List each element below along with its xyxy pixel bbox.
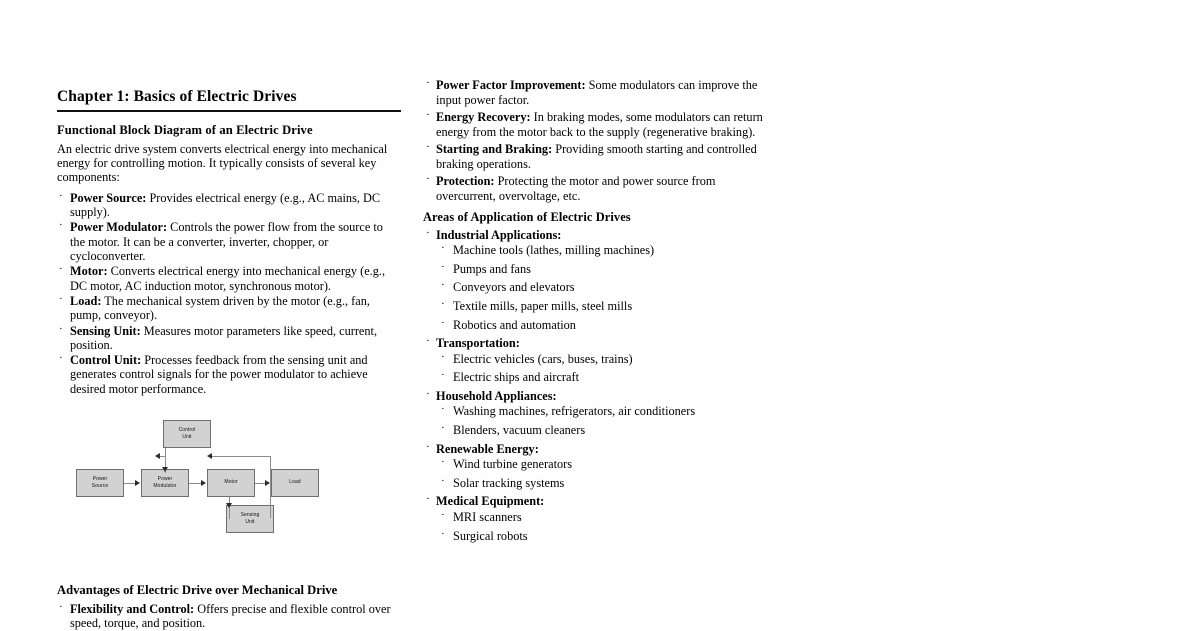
sub-list [436, 243, 763, 332]
sub-list-item-label: Machine tools (lathes, milling machines) [453, 243, 655, 257]
list-item [423, 494, 763, 543]
list-item-term: Protection: [436, 174, 495, 188]
list-item-description: Controls the power flow from the source to the motor. It can be a converter, inverter, chopper, or cycloconverter. [70, 220, 383, 263]
left-column [57, 88, 401, 397]
list-item-term: Power Source: [70, 190, 147, 205]
list-item-description: Processes feedback from the sensing unit and generates control signals for the power modulator to achieve desired motor performance. [70, 353, 368, 396]
bullet-icon: · [426, 387, 430, 400]
bullet-icon: · [426, 440, 430, 453]
arrowhead-feedback-into-control-left [155, 453, 160, 459]
intro-paragraph: An electric drive system converts electrical energy into mechanical energy for controlling motion. It typically consists of several key components: [57, 141, 388, 185]
diagram-block-motor [207, 469, 255, 497]
bullet-icon: · [441, 242, 445, 254]
bullet-icon: · [441, 456, 445, 469]
bullet-icon: · [441, 279, 445, 292]
list-item-term: Medical Equipment: [436, 494, 545, 509]
list-item [423, 228, 763, 333]
list-item-term: Control Unit: [70, 353, 142, 368]
sub-list-item-label: Washing machines, refrigerators, air conditioners [453, 404, 696, 419]
list-item-term: Motor: [70, 264, 108, 279]
sub-list-item-label: Textile mills, paper mills, steel mills [453, 298, 633, 313]
sub-list-item [436, 404, 763, 419]
bullet-icon: · [426, 109, 430, 121]
list-item [423, 110, 763, 139]
bullet-icon: · [59, 219, 63, 232]
sub-list-item-label: Electric ships and aircraft [453, 370, 579, 385]
bullet-icon: · [441, 297, 445, 310]
sub-list-item [436, 423, 763, 438]
sub-list-item [436, 529, 763, 544]
list-item [57, 191, 401, 220]
diagram-block-label: Control Unit [178, 426, 196, 440]
section-heading-advantages: Advantages of Electric Drive over Mechanical Drive [57, 583, 338, 597]
bullet-icon: · [441, 422, 445, 434]
list-item-description: In braking modes, some modulators can return energy from the motor back to the supply (regenerative braking). [436, 110, 763, 139]
bullet-icon: · [426, 335, 430, 348]
arrowhead-feedback-into-control-right [207, 453, 212, 459]
list-item [57, 602, 401, 631]
sub-list-item-label: Wind turbine generators [453, 457, 573, 472]
list-item [423, 78, 763, 107]
list-item-description: Providing smooth starting and controlled braking operations. [436, 142, 757, 171]
sub-list-item-label: Blenders, vacuum cleaners [453, 423, 586, 437]
list-item [423, 336, 763, 385]
list-item [57, 353, 401, 396]
sub-list-item [436, 318, 763, 333]
list-item-term: Power Modulator: [70, 220, 168, 235]
bullet-icon: · [441, 369, 445, 382]
list-item-term: Renewable Energy: [436, 441, 539, 456]
list-item-description: Protecting the motor and power source from overcurrent, overvoltage, etc. [436, 174, 716, 203]
link-motor-to-sensing [229, 497, 230, 519]
list-item-term: Starting and Braking: [436, 142, 553, 156]
sub-list [436, 457, 763, 490]
bullet-icon: · [426, 173, 430, 185]
list-item-term: Flexibility and Control: [70, 601, 195, 616]
bullet-icon: · [441, 527, 445, 540]
functional-block-diagram [57, 420, 401, 550]
sub-list-item [436, 510, 763, 525]
bullet-icon: · [426, 77, 430, 89]
diagram-block-label: Power Source [91, 475, 109, 489]
list-item [423, 174, 763, 203]
list-item-term: Energy Recovery: [436, 110, 531, 124]
sub-list-item [436, 370, 763, 385]
list-item-term: Sensing Unit: [70, 323, 141, 338]
bullet-icon: · [59, 263, 63, 276]
list-item-description: Measures motor parameters like speed, current, position. [70, 323, 378, 352]
arrowhead-control-to-modulator [162, 467, 168, 472]
list-item-term: Household Appliances: [436, 388, 557, 403]
diagram-block-load [271, 469, 319, 497]
diagram-block-label: Power Modulator [153, 475, 177, 489]
list-item-description: Converts electrical energy into mechanical energy (e.g., DC motor, AC induction motor, synchronous motor). [70, 264, 386, 293]
bullet-icon: · [59, 189, 63, 202]
list-item-description: Offers precise and flexible control over speed, torque, and position. [70, 601, 391, 631]
components-list [57, 191, 401, 396]
page-title: Chapter 1: Basics of Electric Drives [57, 88, 297, 105]
arrowhead-modulator-to-motor [201, 480, 206, 486]
list-item-term: Load: [70, 293, 102, 308]
list-item [423, 389, 763, 438]
sub-list [436, 404, 763, 437]
bullet-icon: · [441, 474, 445, 487]
list-item-term: Transportation: [436, 336, 520, 351]
list-item [57, 294, 401, 323]
bullet-icon: · [426, 141, 430, 153]
bullet-icon: · [426, 493, 430, 506]
section-heading-areas-of-application: Areas of Application of Electric Drives [423, 210, 631, 224]
diagram-block-power-source [76, 469, 124, 497]
arrowhead-source-to-modulator [135, 480, 140, 486]
features-list [423, 78, 763, 203]
diagram-block-label: Motor [224, 479, 238, 486]
feedback-vertical-right [270, 456, 271, 518]
sub-list-item [436, 280, 763, 295]
bullet-icon: · [59, 352, 63, 365]
sub-list-item-label: Pumps and fans [453, 261, 531, 276]
diagram-block-label: Sensing Unit [240, 511, 260, 525]
bullet-icon: · [441, 260, 445, 273]
sub-list-item [436, 457, 763, 472]
list-item-description: Provides electrical energy (e.g., AC mains, DC supply). [70, 190, 381, 220]
list-item-description: The mechanical system driven by the motor (e.g., fan, pump, conveyor). [70, 293, 370, 323]
arrowhead-motor-to-sensing [226, 503, 232, 508]
advantages-section [57, 583, 401, 631]
title-divider [57, 110, 401, 112]
sub-list-item-label: MRI scanners [453, 509, 522, 524]
sub-list-item-label: Solar tracking systems [453, 475, 565, 490]
list-item-description: Some modulators can improve the input power factor. [436, 78, 758, 107]
bullet-icon: · [59, 292, 63, 305]
diagram-block-power-modulator [141, 469, 189, 497]
list-item [57, 324, 401, 353]
list-item [57, 220, 401, 263]
bullet-icon: · [59, 322, 63, 335]
sub-list-item [436, 476, 763, 491]
list-item [423, 442, 763, 491]
advantages-list [57, 602, 401, 631]
diagram-block-control-unit [163, 420, 211, 448]
right-column [423, 78, 763, 547]
sub-list-item-label: Conveyors and elevators [453, 280, 575, 295]
sub-list [436, 510, 763, 543]
sub-list-item-label: Surgical robots [453, 528, 528, 543]
sub-list-item-label: Electric vehicles (cars, buses, trains) [453, 351, 633, 366]
bullet-icon: · [426, 226, 430, 239]
list-item [57, 264, 401, 293]
list-item-term: Industrial Applications: [436, 227, 562, 242]
sub-list [436, 352, 763, 385]
bullet-icon: · [441, 403, 445, 416]
bullet-icon: · [59, 600, 63, 613]
bullet-icon: · [441, 316, 445, 329]
diagram-block-label: Load [289, 479, 301, 486]
feedback-horizontal-to-control [209, 456, 271, 457]
sub-list-item [436, 243, 763, 258]
bullet-icon: · [441, 350, 445, 363]
sub-list-item [436, 352, 763, 367]
list-item-term: Power Factor Improvement: [436, 78, 586, 92]
sub-list-item-label: Robotics and automation [453, 317, 576, 332]
sub-list-item [436, 262, 763, 277]
list-item [423, 142, 763, 171]
bullet-icon: · [441, 508, 445, 521]
diagram-block-sensing-unit [226, 505, 274, 533]
sub-list-item [436, 299, 763, 314]
section-heading-functional-block-diagram: Functional Block Diagram of an Electric Drive [57, 123, 313, 138]
areas-of-application-list [423, 228, 763, 544]
